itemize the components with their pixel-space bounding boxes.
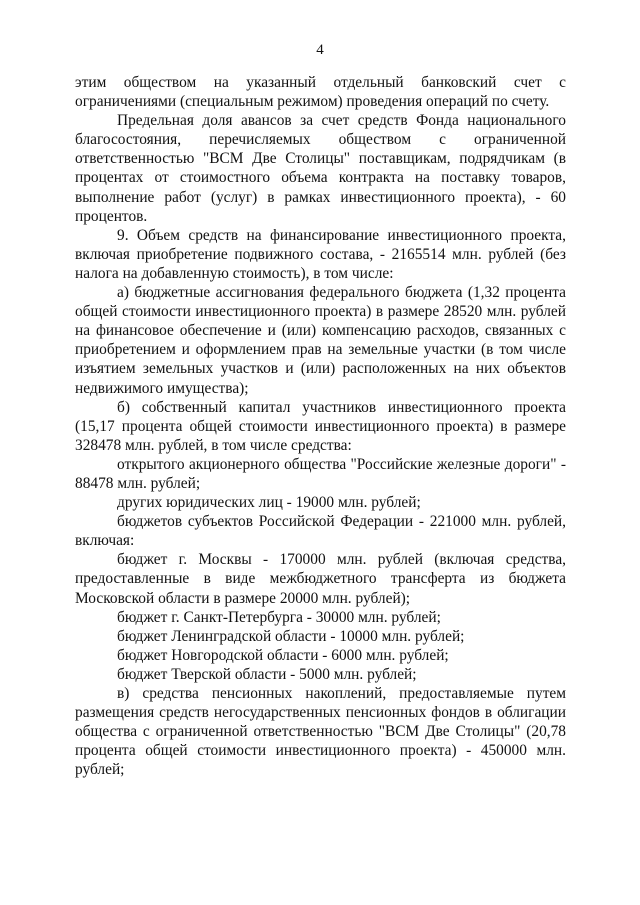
paragraph: 9. Объем средств на финансирование инвестиционного проекта, включая приобретение подвижного состава, - 2165514 млн. рублей (без налога на добавленную стоимость), в том числе: <box>75 226 566 282</box>
paragraph: бюджет г. Москвы - 170000 млн. рублей (включая средства, предоставленные в виде межбюджетного трансферта из бюджета Московской области в размере 20000 млн. рублей); <box>75 551 566 607</box>
paragraph: бюджет г. Санкт-Петербурга - 30000 млн. рублей; <box>117 608 441 626</box>
paragraph: бюджет Ленинградской области - 10000 млн. рублей; <box>117 627 465 645</box>
paragraph: этим обществом на указанный отдельный банковский счет с ограничениями (специальным режимом) проведения операций по счету. <box>75 74 566 111</box>
paragraph: бюджетов субъектов Российской Федерации - 221000 млн. рублей, включая: <box>75 513 566 550</box>
document-body <box>75 73 566 779</box>
paragraph: в) средства пенсионных накоплений, предоставляемые путем размещения средств негосударственных пенсионных фондов в облигации общества с ограниченной ответственностью "ВСМ Две Столицы" (20,78 процента общей стоимости инвестиционного проекта) - 450000 млн. рублей; <box>75 685 566 779</box>
page-number: 4 <box>316 42 324 58</box>
paragraph: а) бюджетные ассигнования федерального бюджета (1,32 процента общей стоимости инвестиционного проекта) в размере 28520 млн. рублей на финансовое обеспечение и (или) компенсацию расходов, связанных с приобретением и оформлением прав на земельные участки (в том числе изъятием земельных участков и (или) расположенных на них объектов недвижимого имущества); <box>75 284 566 397</box>
paragraph: Предельная доля авансов за счет средств Фонда национального благосостояния, перечисляемых обществом с ограниченной ответственностью "ВСМ Две Столицы" поставщикам, подрядчикам (в процентах от стоимостного объема контракта на поставку товаров, выполнение работ (услуг) в рамках инвестиционного проекта), - 60 процентов. <box>75 112 566 225</box>
paragraph: открытого акционерного общества "Российские железные дороги" - 88478 млн. рублей; <box>75 455 566 492</box>
paragraph: б) собственный капитал участников инвестиционного проекта (15,17 процента общей стоимости инвестиционного проекта) в размере 328478 млн. рублей, в том числе средства: <box>75 398 566 454</box>
paragraph: бюджет Новгородской области - 6000 млн. рублей; <box>117 646 449 664</box>
paragraph: других юридических лиц - 19000 млн. рублей; <box>117 494 421 512</box>
paragraph: бюджет Тверской области - 5000 млн. рублей; <box>117 665 417 683</box>
